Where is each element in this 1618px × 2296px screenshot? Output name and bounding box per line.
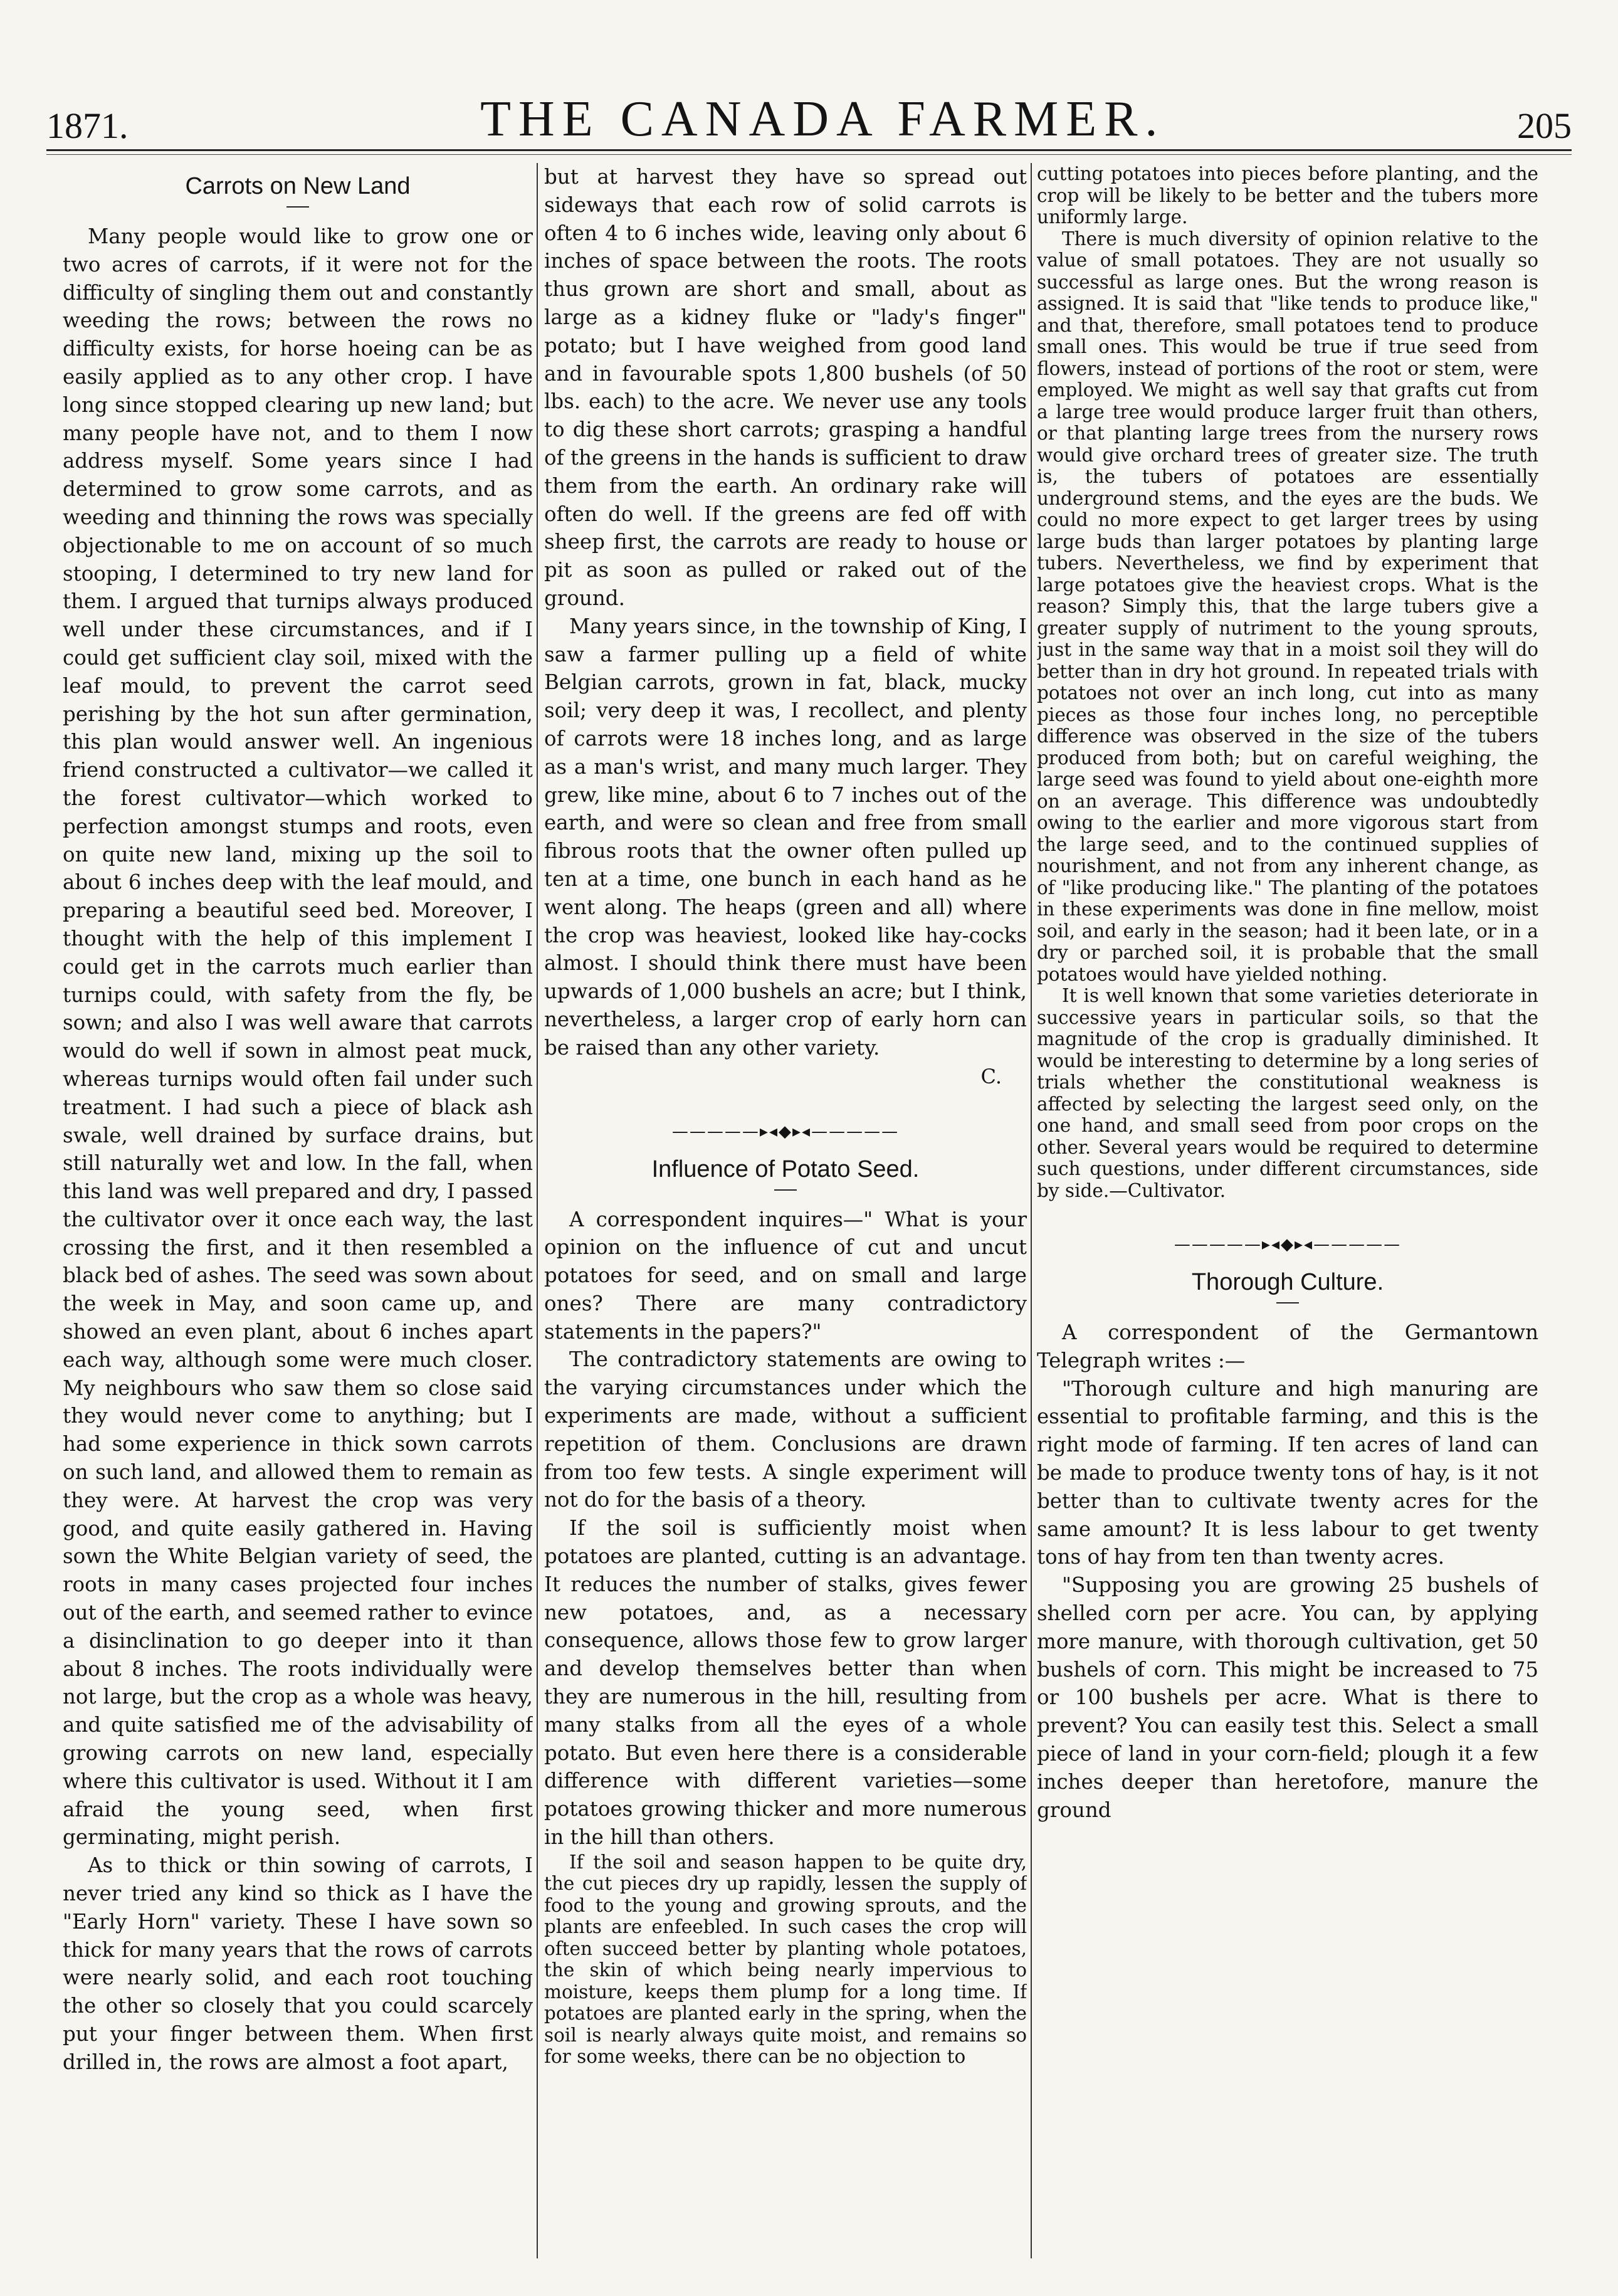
article-signature: C. — [980, 1064, 1002, 1088]
article-paragraph: It is well known that some varieties deteriorate in successive years in particular soils, so that the magnitude of the crop is gradually diminished. It would be interesting to determine by a long series of trials whether the constitutional weakness is affected by selecting the largest seed only, on the one hand, and small seed from poor crops on the other. Several years would be required to determine such questions, under different circumstances, side by side.—Cultivator. — [1037, 985, 1538, 1201]
title-dash — [286, 206, 309, 208]
column-1 — [63, 163, 533, 2077]
title-dash — [774, 1189, 797, 1191]
article-paragraph: Many people would like to grow one or two acres of carrots, if it were not for the difficulty of singling them out and constantly weeding the rows; between the rows no difficulty exists, for horse hoeing can be as easily applied as to any other crop. I have long since stopped clearing up new land; but many people have not, and to them I now address myself. Some years since I had determined to grow some carrots, and as weeding and thinning the rows was specially objectionable to me on account of so much stooping, I determined to try new land for them. I argued that turnips always produced well under these circumstances, and if I could get sufficient clay soil, mixed with the leaf mould, to prevent the carrot seed perishing by the hot sun after germination, this plan would answer well. An ingenious friend constructed a cultivator—we called it the forest cultivator—which worked to perfection amongst stumps and roots, even on quite new land, mixing up the soil to about 6 inches deep with the leaf mould, and preparing a beautiful seed bed. Moreover, I thought with the help of this implement I could get in the carrots much earlier than turnips could, with safety from the fly, be sown; and also I was well aware that carrots would do well if sown in almost peat muck, whereas turnips would often fail under such treatment. I had such a piece of black ash swale, well drained by surface drains, but still naturally wet and low. In the fall, when this land was well prepared and dry, I passed the cultivator over it once each way, the last crossing the first, and it then resembled a black bed of ashes. The seed was sown about the week in May, and soon came up, and showed an even plant, about 6 inches apart each way, although some were much closer. My neighbours who saw them so close said they would never come to anything; but I had some experience in thick sown carrots on such land, and allowed them to remain as they were. At harvest the crop was very good, and quite easily gathered in. Having sown the White Belgian variety of seed, the roots in many cases projected four inches out of the earth, and seemed rather to evince a disinclination to go deeper into it than about 8 inches. The roots individually were not large, but the crop as a whole was heavy, and quite satisfied me of the advisability of growing carrots on new land, especially where this cultivator is used. Without it I am afraid the young seed, when first germinating, might perish. — [63, 224, 533, 1850]
article-paragraph: but at harvest they have so spread out sideways that each row of solid carrots is often 4 to 6 inches wide, leaving only about 6 inches of space between the roots. The roots thus grown are short and small, about as large as a kidney fluke or "lady's finger" potato; but I have weighed from good land and in favourable spots 1,800 bushels (of 50 lbs. each) to the acre. We never use any tools to dig these short carrots; grasping a handful of the greens in the hands is sufficient to draw them from the earth. An ordinary rake will often do well. If the greens are fed off with sheep first, the carrots are ready to house or pit as soon as pulled or raked out of the ground. — [544, 165, 1027, 610]
article-paragraph: "Supposing you are growing 25 bushels of shelled corn per acre. You can, by applying more manure, with thorough cultivation, get 50 bushels of corn. This might be increased to 75 or 100 bushels per acre. What is there to prevent? You can easily test this. Select a small piece of land in your corn-field; plough it a few inches deeper than heretofore, manure the ground — [1037, 1573, 1538, 1822]
title-dash — [1276, 1302, 1299, 1303]
masthead — [46, 92, 1572, 147]
article-title-carrots: Carrots on New Land — [185, 173, 411, 199]
article-paragraph: If the soil is sufficiently moist when potatoes are planted, cutting is an advantage. It reduces the number of stalks, gives fewer new potatoes, and, as a necessary consequence, allows those few to grow larger and develop themselves better than when they are numerous in the hill, resulting from many stalks from all the eyes of a whole potato. But even here there is a considerable difference with different varieties—some potatoes growing thicker and more numerous in the hill than others. — [544, 1516, 1027, 1850]
article-paragraph: Many years since, in the township of King, I saw a farmer pulling up a field of white Belgian carrots, grown in fat, black, mucky soil; very deep it was, I recollect, and plenty of carrots were 18 inches long, and as large as a man's wrist, and many much larger. They grew, like mine, about 6 to 7 inches out of the earth, and were so clean and free from small fibrous roots that the owner often pulled up ten at a time, one bunch in each hand as he went along. The heaps (green and all) where the crop was heaviest, looked like hay-cocks almost. I should think there must have been upwards of 1,000 bushels an acre; but I think, nevertheless, a larger crop of early horn can be raised than any other variety. — [544, 614, 1027, 1060]
article-title-potato: Influence of Potato Seed. — [651, 1156, 920, 1182]
header-rule-thin — [46, 154, 1572, 155]
article-paragraph: A correspondent inquires—" What is your opinion on the influence of cut and uncut potatoes for seed, and on small and large ones? There are many contradictory statements in the papers?" — [544, 1207, 1027, 1344]
article-paragraph: The contradictory statements are owing to the varying circumstances under which the experiments are made, without a sufficient repetition of them. Conclusions are drawn from too few tests. A single experiment will not do for the basis of a theory. — [544, 1347, 1027, 1512]
column-3 — [1037, 163, 1538, 1824]
issue-year: 1871. — [46, 105, 129, 146]
article-title-culture: Thorough Culture. — [1191, 1269, 1384, 1295]
header-rule — [46, 149, 1572, 151]
column-divider — [537, 163, 538, 2258]
article-paragraph: "Thorough culture and high manuring are essential to profitable farming, and this is the right mode of farming. If ten acres of land can be made to produce twenty tons of hay, is it not better than to cultivate twenty acres for the same amount? It is less labour to get twenty tons of hay from ten than twenty acres. — [1037, 1376, 1538, 1569]
article-paragraph: If the soil and season happen to be quite dry, the cut pieces dry up rapidly, lessen the supply of food to the young and growing sprouts, and the plants are enfeebled. In such cases the crop will often succeed better by planting whole potatoes, the skin of which being nearly impervious to moisture, keeps them plump for a long time. If potatoes are planted early in the spring, when the soil is nearly always quite moist, and remains so for some weeks, there can be no objection to — [544, 1851, 1027, 2068]
section-ornament: —————▸◂◆▸◂————— — [671, 1122, 900, 1141]
section-ornament: —————▸◂◆▸◂————— — [1174, 1235, 1402, 1254]
column-divider — [1031, 163, 1032, 2258]
article-paragraph: As to thick or thin sowing of carrots, I never tried any kind so thick as I have the "Early Horn" variety. These I have sown so thick for many years that the rows of carrots were nearly solid, and each root touching the other so closely that you could scarcely put your finger between them. When first drilled in, the rows are almost a foot apart, — [63, 1853, 533, 2074]
article-paragraph: There is much diversity of opinion relative to the value of small potatoes. They are not usually so successful as large ones. But the wrong reason is assigned. It is said that "like tends to produce like," and that, therefore, small potatoes tend to produce small ones. This would be true if true seed from flowers, instead of portions of the root or stem, were employed. We might as well say that grafts cut from a large tree would produce larger fruit than others, or that planting large trees from the nursery rows would give orchard trees of greater size. The truth is, the tubers of potatoes are essentially underground stems, and the eyes are the buds. We could no more expect to get larger trees by using large buds than larger potatoes by planting large tubers. Nevertheless, we find by experiment that large potatoes give the heaviest crops. What is the reason? Simply this, that the large tubers give a greater supply of nutriment to the young sprouts, just in the same way that in a moist soil they will do better than in dry hot ground. In repeated trials with potatoes not over an inch long, cut into as many pieces as those four inches long, no perceptible difference was observed in the size of the tubers produced from both; but on careful weighing, the large seed was found to yield about one-eighth more on an average. This difference was undoubtedly owing to the earlier and more vigorous start from the large seed, and to the continued supplies of nourishment, and not from any inherent change, as of "like producing like." The planting of the potatoes in these experiments was done in fine mellow, moist soil, and early in the season; had it been late, or in a dry or parched soil, it is probable that the small potatoes would have yielded nothing. — [1037, 228, 1538, 985]
article-paragraph: A correspondent of the Germantown Telegraph writes :— — [1037, 1320, 1538, 1372]
column-2 — [544, 163, 1027, 2068]
page-number: 205 — [1517, 105, 1572, 146]
newspaper-title: THE CANADA FARMER. — [480, 92, 1165, 147]
article-paragraph: cutting potatoes into pieces before planting, and the crop will be likely to be better and the tubers more uniformly large. — [1037, 163, 1538, 228]
